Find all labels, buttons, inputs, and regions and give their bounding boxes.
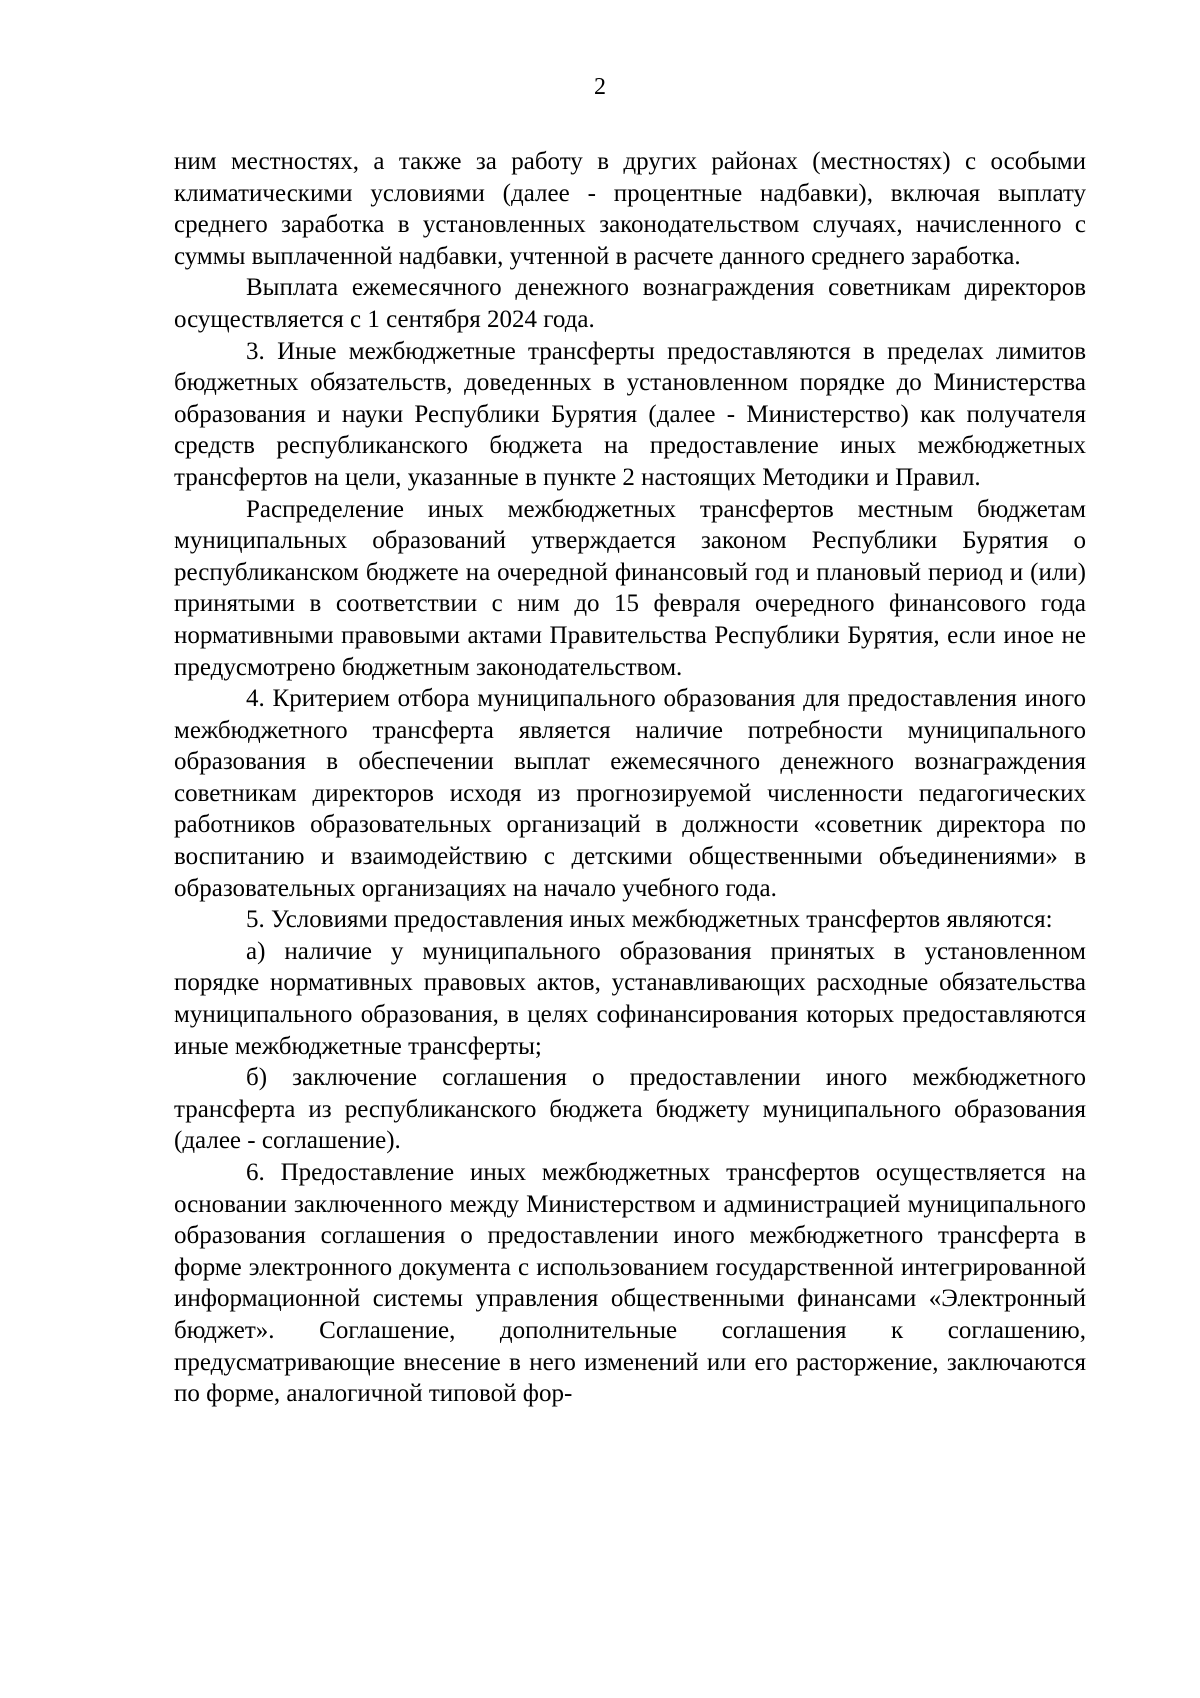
paragraph: 4. Критерием отбора муниципального образования для предоставления иного межбюджетного трансферта является наличие потребности муниципального образования в обеспечении выплат ежемесячного денежного вознаграждения советникам директоров исходя из прогнозируемой численности педагогических работников образовательных организаций в должности «советник директора по воспитанию и взаимодействию с детскими общественными объединениями» в образовательных организациях на начало учебного года. xyxy=(174,685,1086,902)
paragraph: 5. Условиями предоставления иных межбюджетных трансфертов являются: xyxy=(246,906,1053,934)
paragraph: а) наличие у муниципального образования принятых в установленном порядке нормативных правовых актов, устанавливающих расходные обязательства муниципального образования, в целях софинансирования которых предоставляются иные межбюджетные трансферты; xyxy=(174,937,1086,1060)
page-number: 2 xyxy=(594,74,606,100)
paragraph: Выплата ежемесячного денежного вознаграждения советникам директоров осуществляется с 1 сентября 2024 года. xyxy=(174,274,1086,333)
document-body xyxy=(174,146,1086,1410)
paragraph: ним местностях, а также за работу в других районах (местностях) с особыми климатическими условиями (далее - процентные надбавки), включая выплату среднего заработка в установленных законодательством случаях, начисленного с суммы выплаченной надбавки, учтенной в расчете данного среднего заработка. xyxy=(174,148,1086,270)
paragraph: 6. Предоставление иных межбюджетных трансфертов осуществляется на основании заключенного между Министерством и администрацией муниципального образования соглашения о предоставлении иного межбюджетного трансферта в форме электронного документа с использованием государственной интегрированной информационной системы управления общественными финансами «Электронный бюджет». Соглашение, дополнительные соглашения к соглашению, предусматривающие внесение в него изменений или его расторжение, заключаются по форме, аналогичной типовой фор- xyxy=(174,1159,1086,1408)
paragraph: Распределение иных межбюджетных трансфертов местным бюджетам муниципальных образований утверждается законом Республики Бурятия о республиканском бюджете на очередной финансовый год и плановый период и (или) принятыми в соответствии с ним до 15 февраля очередного финансового года нормативными правовыми актами Правительства Республики Бурятия, если иное не предусмотрено бюджетным законодательством. xyxy=(174,495,1086,681)
paragraph: б) заключение соглашения о предоставлении иного межбюджетного трансферта из республиканского бюджета бюджету муниципального образования (далее - соглашение). xyxy=(174,1064,1086,1155)
paragraph: 3. Иные межбюджетные трансферты предоставляются в пределах лимитов бюджетных обязательств, доведенных в установленном порядке до Министерства образования и науки Республики Бурятия (далее - Министерство) как получателя средств республиканского бюджета на предоставление иных межбюджетных трансфертов на цели, указанные в пункте 2 настоящих Методики и Правил. xyxy=(174,337,1086,491)
